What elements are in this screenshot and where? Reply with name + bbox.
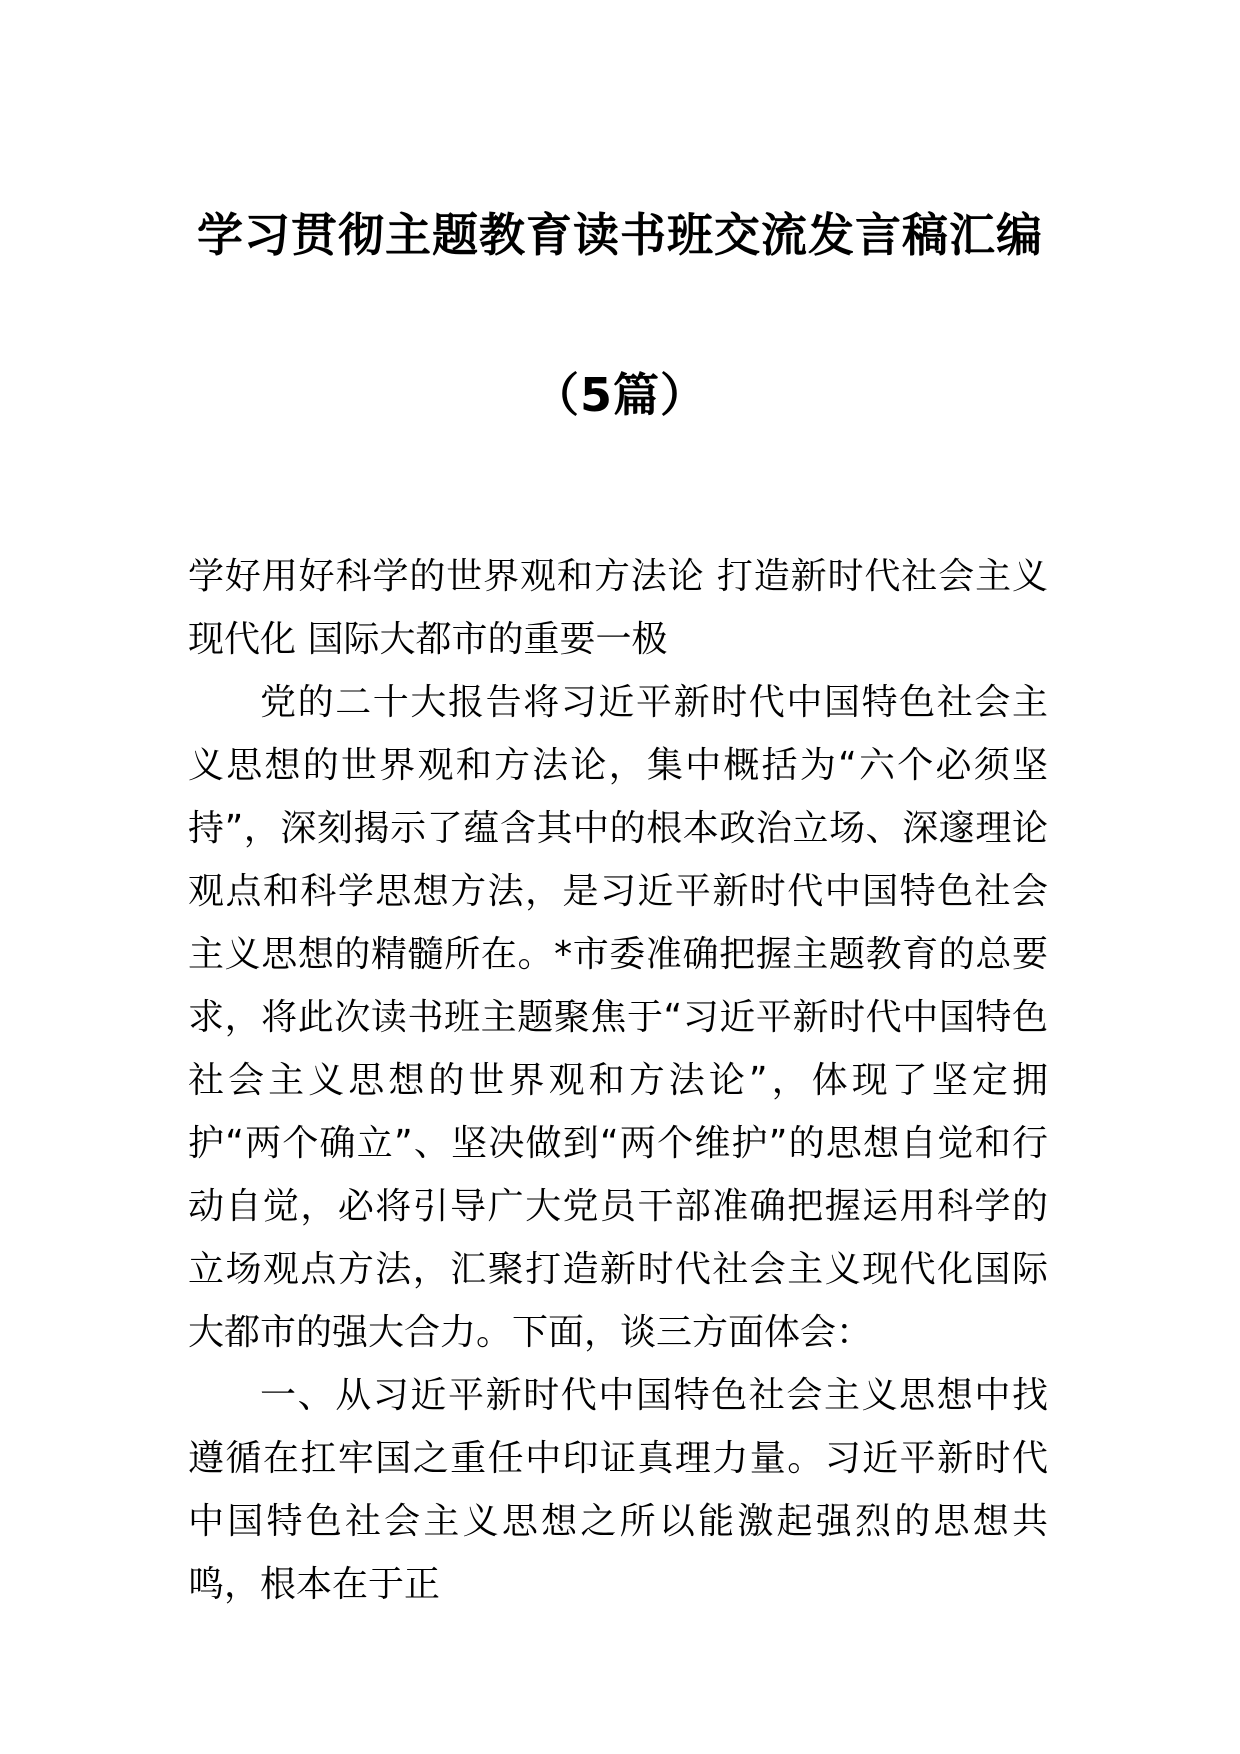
document-subtitle: （5篇） bbox=[532, 368, 707, 422]
body-paragraph: 一、从习近平新时代中国特色社会主义思想中找遵循在扛牢国之重任中印证真理力量。习近平新时代中国特色社会主义思想之所以能激起强烈的思想共鸣，根本在于正 bbox=[188, 1375, 1048, 1605]
document-body bbox=[188, 545, 1048, 1616]
body-paragraph: 党的二十大报告将习近平新时代中国特色社会主义思想的世界观和方法论，集中概括为“六个必须坚持”，深刻揭示了蕴含其中的根本政治立场、深邃理论观点和科学思想方法，是习近平新时代中国特色社会主义思想的精髓所在。*市委准确把握主题教育的总要求，将此次读书班主题聚焦于“习近平新时代中国特色社会主义思想的世界观和方法论”，体现了坚定拥护“两个确立”、坚决做到“两个维护”的思想自觉和行动自觉，必将引导广大党员干部准确把握运用科学的立场观点方法，汇聚打造新时代社会主义现代化国际大都市的强大合力。下面，谈三方面体会： bbox=[188, 682, 1048, 1353]
section-heading: 学好用好科学的世界观和方法论 打造新时代社会主义现代化 国际大都市的重要一极 bbox=[188, 556, 1048, 660]
document-title: 学习贯彻主题教育读书班交流发言稿汇编 bbox=[197, 208, 1043, 262]
